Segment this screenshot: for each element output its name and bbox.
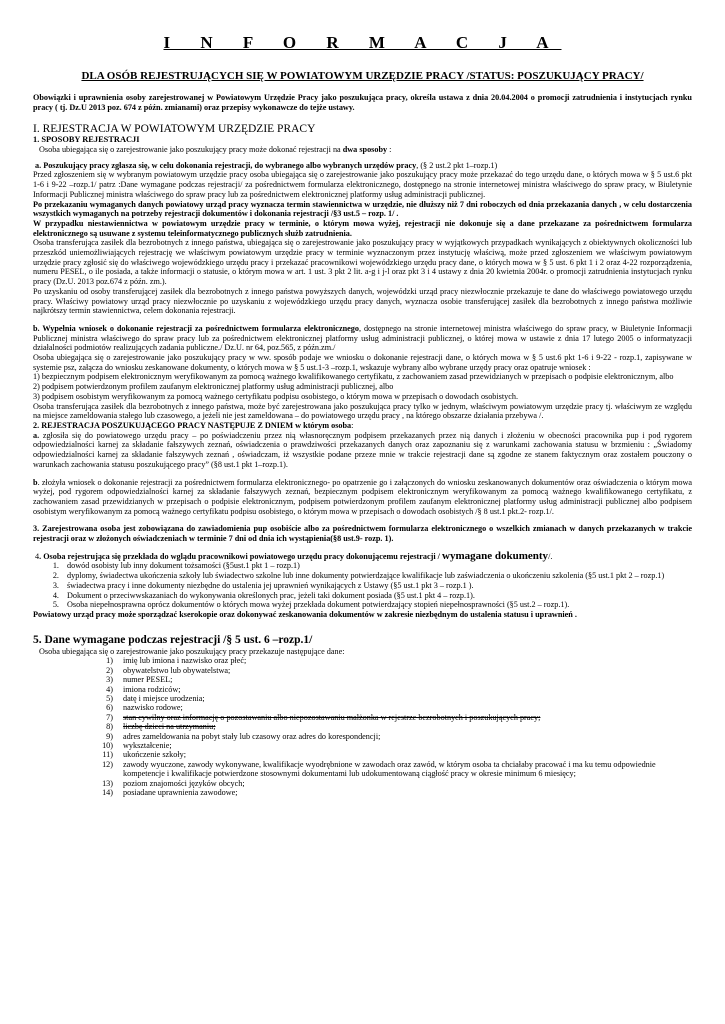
- list-item: 5. Osoba niepełnosprawna oprócz dokumentów o których mowa wyżej przekłada dokument potwierdzający stopień niepełnosprawności (§5 ust.2 – rozp.1).: [61, 600, 692, 610]
- copies-note: Powiatowy urząd pracy może sporządzać kserokopie oraz dokonywać zeskanowania dokumentów w zakresie niezbędnym do ustalenia statusu i uprawnień .: [33, 609, 577, 619]
- method-b-text: , dostępnego na stronie internetowej ministra właściwego do spraw pracy, w Biuletynie Informacji Publicznej ministra właściwego do spraw pracy lub za pośrednictwem elektronicznej platformy usług administracji publicznej, o której mowa w ustawie z dnia 17 lutego 2005 o informatyzacji działalności podmiotów realizujących zadania publiczne./ Dz.U. nr 64, poz.565, z późn.zm./: [33, 323, 692, 353]
- item-number: 11): [102, 750, 113, 760]
- method-a-paragraph-2: Po przekazaniu wymaganych danych powiatowy urząd pracy wyznacza termin stawiennictwa w urzędzie, nie dłuższy niż 7 dni roboczych od dnia przekazania danych , w celu dostarczenia wszystkich wymaganych na potrzeby rejestracji dokumentów i dokonania rejestracji /§3 ust.5 – rozp. 1/ .: [33, 199, 692, 219]
- section-1-2-colon: :: [351, 420, 354, 430]
- item-number: 5): [106, 693, 113, 703]
- item-text: imiona rodziców;: [123, 684, 181, 694]
- document-title: I N F O R M A C J A: [163, 33, 562, 52]
- method-b-paragraph-2: Osoba ubiegająca się o zarejestrowanie jako poszukujący pracy w ww. sposób podaje we wniosku o dokonanie rejestracji dane, o których mowa w § 5 ust.6 pkt 1-6 i 9-22 - rozp.1, zapisywane w systemie psz, załącza do wniosku zeskanowane dokumenty, o których mowa w § 5 ust.1-3 –rozp.1, wskazuje wybrany albo wybrane urzędy pracy oraz opatruje wniosek :: [33, 353, 692, 372]
- document-subtitle: DLA OSÓB REJESTRUJĄCYCH SIĘ W POWIATOWYM URZĘDZIE PRACY /STATUS: POSZUKUJĄCY PRACY/: [81, 70, 644, 82]
- section-1-1-heading: 1. SPOSOBY REJESTRACJI: [33, 135, 140, 144]
- item-number: 10): [102, 741, 113, 750]
- list-item: 2. dyplomy, świadectwa ukończenia szkoły lub świadectwo szkolne lub inne dokumenty potwierdzające kwalifikacje lub zaświadczenia o ukończeniu szkolenia (§5 ust.1 pkt 2 – rozp.1): [61, 571, 692, 581]
- item-number: 14): [102, 788, 113, 798]
- item-text: numer PESEL;: [123, 675, 173, 685]
- item-number: 2): [106, 665, 113, 675]
- item-text: poziom znajomości języków obcych;: [123, 778, 245, 788]
- item-number: 7): [106, 712, 113, 722]
- section-1-2-title: 2. REJESTRACJA POSZUKUJĄCEGO PRACY NASTĘPUJE Z DNIEM w którym osoba: [33, 420, 352, 430]
- list-item: 1. dowód osobisty lub inny dokument tożsamości (§5ust.1 pkt 1 – rozp.1): [61, 561, 692, 571]
- registration-date-a: [33, 431, 692, 470]
- required-data-list: [33, 656, 692, 797]
- item-text: nazwisko rodowe;: [123, 703, 183, 713]
- lead-text: Osoba ubiegająca się o zarejestrowanie jako poszukujący pracy może dokonać rejestracji na: [39, 145, 343, 154]
- item-text: imię lub imiona i nazwisko oraz płeć;: [123, 656, 247, 666]
- item-number: 12): [102, 759, 113, 769]
- required-documents-list: [33, 561, 692, 610]
- method-b-paragraph-3: Osoba transferująca zasiłek dla bezrobotnych z innego państwa, może być zarejestrowana jako poszukująca pracy tylko w jednym, właściwym powiatowym urzędzie pracy tj. właściwym ze względu na miejsce zameldowania stałego lub czasowego, a jeżeli nie jest zameldowana – do powiatowego urzędu pracy , na którego obszarze działania przebywa /.: [33, 401, 692, 421]
- list-item: [61, 703, 692, 712]
- item-text: stan cywilny oraz informację o pozostawaniu albo niepozostawaniu małżonka w rejestrze bezrobotnych i poszukujących pracy;: [123, 712, 541, 722]
- item-number: 4): [106, 684, 113, 694]
- list-item: 3. świadectwa pracy i inne dokumenty niezbędne do ustalenia jej uprawnień wynikających z Ustawy (§5 ust.1 pkt 3 – rozp.1 ).: [61, 581, 692, 591]
- method-b-title: b. Wypełnia wniosek o dokonanie rejestracji za pośrednictwem formularza elektronicznego: [33, 323, 359, 333]
- method-a-paragraph-3: W przypadku niestawiennictwa w powiatowym urzędzie pracy w terminie, o którym mowa wyżej, rejestracji nie dokonuje się a dane przekazane za pośrednictwem formularza elektronicznego są usuwane z systemu teleinformatycznego publicznych służb zatrudnienia.: [33, 218, 692, 238]
- registration-methods-lead: [33, 145, 692, 155]
- section-5-heading: 5. Dane wymagane podczas rejestracji /§ 5 ust. 6 –rozp.1/: [33, 633, 313, 646]
- lead-end: :: [387, 145, 392, 154]
- section-1-4-number: 4: [35, 551, 40, 561]
- list-item: [61, 760, 692, 779]
- list-item: [61, 732, 692, 741]
- item-text: datę i miejsce urodzenia;: [123, 693, 205, 703]
- lead-emphasis: dwa sposoby: [342, 145, 388, 154]
- method-a-title: a. Poszukujący pracy zgłasza się, w celu dokonania rejestracji, do wybranego albo wybranych urzędów pracy: [35, 160, 417, 170]
- item-text: liczbę dzieci na utrzymaniu;: [123, 722, 216, 732]
- registration-date-b: [33, 478, 692, 517]
- list-item: [61, 713, 692, 722]
- section-1-heading: I. REJESTRACJA W POWIATOWYM URZĘDZIE PRACY: [33, 123, 316, 135]
- signature-option-2: 2) podpisem potwierdzonym profilem zaufanym elektronicznej platformy usług administracji publicznej, albo: [33, 382, 394, 392]
- section-1-3-paragraph: 3. Zarejestrowana osoba jest zobowiązana do zawiadomienia pup osobiście albo za pośrednictwem formularza elektronicznego o wszelkich zmianach w danych przekazanych w trakcie rejestracji oraz w złożonych oświadczeniach w terminie 7 dni od dnia ich wystąpienia(§8 ust.9- rozp. 1).: [33, 524, 692, 544]
- item-b-label: b: [33, 477, 38, 487]
- item-number: 13): [102, 778, 113, 788]
- item-number: 8): [106, 722, 113, 732]
- method-a-paragraph-5: Po uzyskaniu od osoby transferującej zasiłek dla bezrobotnych z innego państwa powyższych danych, wojewódzki urząd pracy niezwłocznie przekazuje te dane do właściwego powiatowego urzędu pracy. Właściwy powiatowy urząd pracy niezwłocznie po uzyskaniu z wojewódzkiego urzędu pracy danych, wyznacza osobie transferującej zasiłek dla bezrobotnych z innego państwa możliwie najkrótszy termin stawiennictwa, celem dokonania rejestracji.: [33, 286, 692, 316]
- section-1-4-emphasis: wymagane dokumenty: [442, 549, 549, 562]
- section-1-4-end: /.: [548, 551, 553, 561]
- list-item: [61, 741, 692, 750]
- list-item: [61, 675, 692, 684]
- method-a-paragraph-1: Przed zgłoszeniem się w wybranym powiatowym urzędzie pracy osoba ubiegająca się o zarejestrowanie jako poszukujący pracy może przekazać do tego urzędu dane, o których mowa w § 5 ust.6 pkt 1-6 i 9-22 –rozp.1/ patrz :Dane wymagane podczas rejestracji/ za pośrednictwem formularza elektronicznego, dostępnego na stronie internetowej ministra właściwego do spraw pracy, w Biuletynie Informacji Publicznej ministra właściwego do spraw pracy lub za pośrednictwem elektronicznej platformy usług administracji publicznej.: [33, 170, 692, 199]
- item-text: ukończenie szkoły;: [123, 750, 186, 760]
- list-item: 4. Dokument o przeciwwskazaniach do wykonywania określonych prac, jeżeli taki dokument posiada (§5 ust.1 pkt 4 – rozp.1).: [61, 591, 692, 601]
- method-a-ref: , (§ 2 ust.2 pkt 1–rozp.1): [416, 160, 498, 170]
- item-number: 6): [106, 703, 113, 713]
- method-a-heading: [33, 161, 692, 171]
- signature-option-3: 3) podpisem osobistym weryfikowanym za pomocą ważnego certyfikatu podpisu osobistego, o którym mowa w przepisach o dowodach osobistych.: [33, 391, 519, 401]
- method-a-paragraph-4: Osoba transferująca zasiłek dla bezrobotnych z innego państwa, ubiegająca się o zarejestrowanie jako poszukujący pracy w wyjątkowych przypadkach wynikających z obiektywnych okoliczności lub przeszkód uniemożliwiających rejestrację we właściwym powiatowym urzędzie pracy w terminie wyznaczonym przez instytucję właściwą, może przed zgłoszeniem we właściwym powiatowym urzędzie pracy zgłosić się do właściwego wojewódzkiego urzędu pracy i przekazać pracownikowi wojewódzkiego urzędu pracy dane, o których mowa w § 5 ust. 6 pkt 1 i 2 oraz 4-22 rozporządzenia, numeru PESEL, o ile posiada, a także informacji o statusie, o którym mowa w art. 1 ust. 3 pkt 2 lit. a-g i j-l oraz pkt 3 i 4 ustawy z dnia 20 kwietnia 2004r. o promocji zatrudnienia instytucjach rynku pracy (Dz.U. 2013 poz.674 z późn. zm.).: [33, 238, 692, 287]
- item-text: adres zameldowania na pobyt stały lub czasowy oraz adres do korespondencji;: [123, 731, 381, 741]
- item-text: wykształcenie;: [123, 741, 172, 750]
- list-item: [61, 788, 692, 797]
- item-text: obywatelstwo lub obywatelstwa;: [123, 665, 231, 675]
- list-item: [61, 666, 692, 675]
- list-item: [61, 750, 692, 759]
- section-1-2-heading: [33, 421, 692, 431]
- section-5-lead: Osoba ubiegająca się o zarejestrowanie jako poszukujący pracy przekazuje następujące dane:: [39, 646, 345, 656]
- list-item: [61, 656, 692, 665]
- item-text: posiadane uprawnienia zawodowe;: [123, 788, 238, 798]
- item-a-label: a.: [33, 430, 40, 440]
- method-b-paragraph-1: [33, 324, 692, 353]
- item-number: 1): [106, 656, 113, 666]
- list-item: [61, 779, 692, 788]
- list-item: [61, 694, 692, 703]
- section-1-4-text: . Osoba rejestrująca się przekłada do wglądu pracownikowi powiatowego urzędu pracy dokonującemu rejestracji /: [39, 551, 443, 561]
- list-item: [61, 722, 692, 731]
- item-number: 9): [106, 731, 113, 741]
- item-text: zawody wyuczone, zawody wykonywane, kwalifikacje wyodrębnione w zawodach oraz zawód, w którym osoba ta chciałaby pracować i ma ku temu odpowiednie kompetencje i kwalifikacje potwierdzone stosownymi dokumentami lub udokumentowaną ciągłość pracy w okresie minimum 6 miesięcy;: [123, 759, 656, 779]
- signature-option-1: 1) bezpiecznym podpisem elektronicznym weryfikowanym za pomocą ważnego kwalifikowanego certyfikatu, z zachowaniem zasad przewidzianych w przepisach o podpisie elektronicznym, albo: [33, 372, 674, 382]
- list-item: [61, 685, 692, 694]
- intro-paragraph: Obowiązki i uprawnienia osoby zarejestrowanej w Powiatowym Urzędzie Pracy jako poszukująca pracy, określa ustawa z dnia 20.04.2004 o promocji zatrudnienia i instytucjach rynku pracy ( tj. Dz.U 2013 poz. 674 z późn. zmianami) oraz przepisy wykonawcze do tejże ustawy.: [33, 93, 692, 112]
- item-b-text: . złożyła wniosek o dokonanie rejestracji za pośrednictwem formularza elektronicznego- po opatrzenie go i załączonych do wniosku zeskanowanych dokumentów oraz oświadczenia o którym mowa wyżej, pod rygorem odpowiedzialności karnej za składanie fałszywych zeznań, bezpiecznym podpisem elektronicznym weryfikowanym za pomocą ważnego kwalifikowanego certyfikatu, z zachowaniem zasad przewidzianych w przepisach o podpisie elektronicznym, podpisem potwierdzonym profilem zaufanym elektronicznej platformy usług administracji publicznej albo podpisem osobistym weryfikowanym za pomocą ważnego certyfikatu podpisu osobistego, o którym mowa w przepisach o dowodach osobistych /§ 8 ust.1 pkt.2- rozp.1/.: [33, 477, 692, 516]
- item-number: 3): [106, 675, 113, 685]
- item-a-text: zgłosiła się do powiatowego urzędu pracy – po poświadczeniu przez nią własnoręcznym podpisem przekazanych przez nią danych i złożeniu w obecności pracownika pup i pod rygorem odpowiedzialności karnej za składanie fałszywych zeznań, oświadczenia o prawdziwości przekazanych danych oraz zapoznaniu się z warunkami zachowania statusu w brzmieniu : „Świadomy odpowiedzialności karnej za składanie fałszywych zeznań , oświadczam, iż wszystkie podane przeze mnie w trakcie rejestracji dane są zgodne ze stanem faktycznym oraz zostałem pouczony o warunkach zachowania statusu poszukującego pracy” (§8 ust.1 pkt 1–rozp.1).: [33, 430, 692, 469]
- section-1-4-heading: [33, 549, 692, 562]
